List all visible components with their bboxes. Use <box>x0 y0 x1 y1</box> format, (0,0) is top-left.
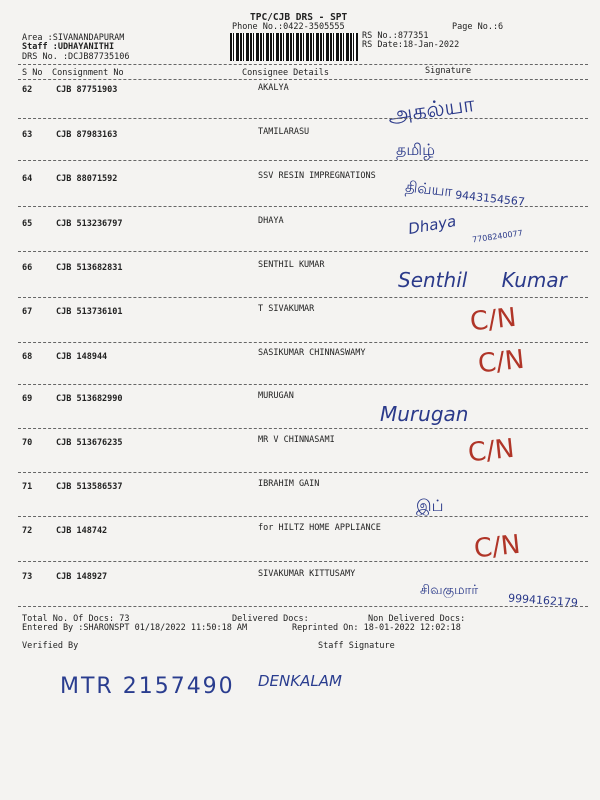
signature-handwriting: Dhaya <box>406 211 458 239</box>
row-consignee: TAMILARASU <box>258 127 310 137</box>
row-consignment: CJB 148944 <box>56 352 108 362</box>
signature-handwriting: Senthil Kumar <box>398 268 567 292</box>
row-divider <box>18 472 588 473</box>
row-divider <box>18 297 588 298</box>
row-sno: 68 <box>22 352 33 362</box>
row-consignee: SSV RESIN IMPREGNATIONS <box>258 171 376 181</box>
entered-by: Entered By :SHARONSPT 01/18/2022 11:50:18 AM <box>22 623 248 633</box>
row-divider <box>18 561 588 562</box>
cn-mark: C/N <box>468 302 518 338</box>
row-consignee: IBRAHIM GAIN <box>258 479 320 489</box>
phone-handwriting: 7708240077 <box>471 228 524 245</box>
staff-signature: Staff Signature <box>318 641 395 651</box>
row-consignment: CJB 513676235 <box>56 438 123 448</box>
rs-date: RS Date:18-Jan-2022 <box>362 40 460 50</box>
reprinted-on: Reprinted On: 18-01-2022 12:02:18 <box>292 623 461 633</box>
phone-handwriting: 9994162179 <box>507 591 579 610</box>
row-divider <box>18 384 588 385</box>
row-sno: 71 <box>22 482 33 492</box>
row-divider <box>18 251 588 252</box>
row-sno: 67 <box>22 307 33 317</box>
signature-handwriting: இப் <box>416 496 444 515</box>
row-sno: 66 <box>22 263 33 273</box>
row-divider <box>18 516 588 517</box>
row-sno: 70 <box>22 438 33 448</box>
signature-handwriting: திவ்யா <box>404 177 454 201</box>
row-consignment: CJB 513682990 <box>56 394 123 404</box>
row-sno: 63 <box>22 130 33 140</box>
report-title: TPC/CJB DRS - SPT <box>250 12 348 23</box>
row-consignment: CJB 88071592 <box>56 174 118 184</box>
signature-handwriting: சிவகுமார் <box>420 583 479 598</box>
row-sno: 69 <box>22 394 33 404</box>
column-consignee: Consignee Details <box>242 68 329 78</box>
barcode-image <box>230 33 358 61</box>
row-divider <box>18 206 588 207</box>
handwritten-name: DENKALAM <box>258 672 342 690</box>
total-docs: Total No. Of Docs: 73 <box>22 614 130 624</box>
non-delivered-docs: Non Delivered Docs: <box>368 614 466 624</box>
row-consignee: AKALYA <box>258 83 289 93</box>
divider <box>18 79 588 80</box>
phone-handwriting: 9443154567 <box>454 188 526 209</box>
row-sno: 62 <box>22 85 33 95</box>
row-consignee: SASIKUMAR CHINNASWAMY <box>258 348 366 358</box>
cn-mark: C/N <box>476 344 526 380</box>
row-consignee: T SIVAKUMAR <box>258 304 315 314</box>
column-sno: S No <box>22 68 43 78</box>
rs-number: RS No.:877351 <box>362 31 429 41</box>
row-consignee: SIVAKUMAR KITTUSAMY <box>258 569 356 579</box>
divider <box>18 64 588 65</box>
row-consignment: CJB 87751903 <box>56 85 118 95</box>
drs-number: DRS No. :DCJB87735106 <box>22 52 130 62</box>
phone-number: Phone No.:0422-3505555 <box>232 22 345 32</box>
row-consignment: CJB 148742 <box>56 526 108 536</box>
row-sno: 72 <box>22 526 33 536</box>
cn-mark: C/N <box>472 529 522 565</box>
row-consignee: MURUGAN <box>258 391 294 401</box>
signature-handwriting: அகல்யா <box>386 92 477 129</box>
handwritten-note: MTR 2157490 <box>60 674 235 699</box>
row-consignment: CJB 513236797 <box>56 219 123 229</box>
row-consignment: CJB 87983163 <box>56 130 118 140</box>
signature-handwriting: தமிழ் <box>396 140 436 159</box>
row-consignee: DHAYA <box>258 216 284 226</box>
row-divider <box>18 160 588 161</box>
row-consignment: CJB 513736101 <box>56 307 123 317</box>
signature-handwriting: Murugan <box>380 402 469 426</box>
row-divider <box>18 118 588 119</box>
delivered-docs: Delivered Docs: <box>232 614 309 624</box>
row-consignment: CJB 148927 <box>56 572 108 582</box>
staff-label: Staff :UDHAYANITHI <box>22 42 115 52</box>
row-consignment: CJB 513586537 <box>56 482 123 492</box>
column-consignment: Consignment No <box>52 68 124 78</box>
row-divider <box>18 342 588 343</box>
row-sno: 65 <box>22 219 33 229</box>
row-divider <box>18 606 588 607</box>
row-consignee: SENTHIL KUMAR <box>258 260 325 270</box>
row-sno: 64 <box>22 174 33 184</box>
page-number: Page No.:6 <box>452 22 504 32</box>
row-consignee: for HILTZ HOME APPLIANCE <box>258 523 381 533</box>
row-consignee: MR V CHINNASAMI <box>258 435 335 445</box>
verified-by: Verified By <box>22 641 79 651</box>
area-label: Area :SIVANANDAPURAM <box>22 33 125 43</box>
row-consignment: CJB 513682831 <box>56 263 123 273</box>
row-divider <box>18 428 588 429</box>
column-signature: Signature <box>425 66 472 76</box>
cn-mark: C/N <box>466 433 516 469</box>
row-sno: 73 <box>22 572 33 582</box>
